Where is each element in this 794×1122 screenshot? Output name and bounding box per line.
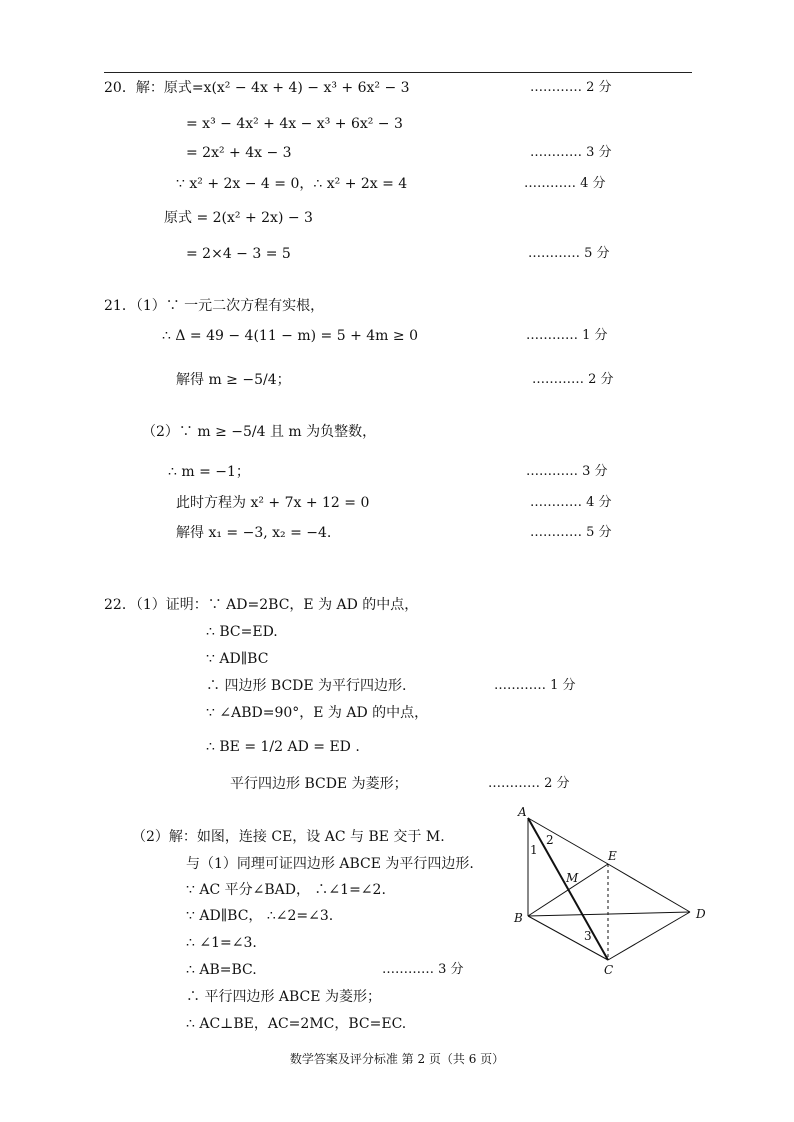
label-b: B xyxy=(514,911,523,925)
p20-line-3: = 2x² + 4x − 3 xyxy=(186,145,292,161)
score-p20-d: ………… 5 分 xyxy=(528,246,610,261)
label-c: C xyxy=(604,963,614,977)
segment-ac xyxy=(528,818,608,960)
segment-cd xyxy=(608,912,690,960)
score-p21-b: ………… 2 分 xyxy=(532,372,614,387)
p22-line-15: ∴ AC⊥BE，AC=2MC，BC=EC. xyxy=(186,1016,407,1032)
angle-3: 3 xyxy=(584,929,592,943)
p22-line-8: （2）解：如图，连接 CE，设 AC 与 BE 交于 M. xyxy=(132,829,445,845)
score-p21-e: ………… 5 分 xyxy=(530,525,612,540)
p20-line-6: = 2×4 − 3 = 5 xyxy=(186,246,291,262)
p20-line-1: 20．解：原式=x(x² − 4x + 4) − x³ + 6x² − 3 xyxy=(104,80,410,96)
score-p21-a: ………… 1 分 xyxy=(526,328,608,343)
rhombus-figure xyxy=(508,804,720,980)
p21-line-5: ∴ m = −1； xyxy=(168,464,250,480)
p22-line-13: ∴ AB=BC. xyxy=(186,962,257,978)
p22-line-10: ∵ AC 平分∠BAD， ∴∠1=∠2. xyxy=(186,882,386,898)
score-p21-c: ………… 3 分 xyxy=(526,464,608,479)
p22-line-14: ∴ 平行四边形 ABCE 为菱形； xyxy=(186,989,381,1005)
segment-bd xyxy=(528,912,690,916)
p21-line-2: ∴ Δ = 49 − 4(11 − m) = 5 + 4m ≥ 0 xyxy=(162,328,418,344)
angle-1: 1 xyxy=(530,843,538,857)
score-p20-c: ………… 4 分 xyxy=(524,176,606,191)
p22-line-1: 22．（1）证明：∵ AD=2BC，E 为 AD 的中点， xyxy=(104,597,419,613)
label-e: E xyxy=(608,849,617,863)
score-p21-d: ………… 4 分 xyxy=(530,495,612,510)
label-a: A xyxy=(518,805,527,819)
p22-line-6: ∴ BE = 1/2 AD = ED . xyxy=(206,739,360,755)
p21-line-4: （2）∵ m ≥ −5/4 且 m 为负整数， xyxy=(142,424,377,440)
p22-line-12: ∴ ∠1=∠3. xyxy=(186,935,257,951)
p22-line-11: ∵ AD∥BC， ∴∠2=∠3. xyxy=(186,908,334,924)
p22-line-2: ∴ BC=ED. xyxy=(206,624,278,640)
label-d: D xyxy=(696,907,706,921)
score-p22-a: ………… 1 分 xyxy=(494,678,576,693)
p21-line-7: 解得 x₁ = −3, x₂ = −4. xyxy=(176,525,332,541)
score-p22-b: ………… 2 分 xyxy=(488,776,570,791)
label-m: M xyxy=(566,871,579,885)
p21-line-3: 解得 m ≥ −5/4； xyxy=(176,372,291,388)
header-rule xyxy=(104,72,692,73)
p21-line-6: 此时方程为 x² + 7x + 12 = 0 xyxy=(176,495,370,511)
p22-line-9: 与（1）同理可证四边形 ABCE 为平行四边形. xyxy=(186,856,474,872)
score-p20-b: ………… 3 分 xyxy=(530,145,612,160)
p22-line-7: 平行四边形 BCDE 为菱形； xyxy=(230,776,408,792)
segment-ed xyxy=(608,864,690,912)
p22-line-5: ∵ ∠ABD=90°，E 为 AD 的中点， xyxy=(206,705,429,721)
page-footer: 数学答案及评分标准 第 2 页（共 6 页） xyxy=(289,1052,505,1066)
score-p22-c: ………… 3 分 xyxy=(382,962,464,977)
p22-line-4: ∴ 四边形 BCDE 为平行四边形. xyxy=(206,678,407,694)
p20-line-2: = x³ − 4x² + 4x − x³ + 6x² − 3 xyxy=(186,116,403,132)
angle-2: 2 xyxy=(546,833,554,847)
p22-line-3: ∵ AD∥BC xyxy=(206,651,269,667)
p20-line-4: ∵ x² + 2x − 4 = 0，∴ x² + 2x = 4 xyxy=(176,176,408,192)
p20-line-5: 原式 = 2(x² + 2x) − 3 xyxy=(164,210,313,226)
score-p20-a: ………… 2 分 xyxy=(530,80,612,95)
p21-line-1: 21．（1）∵ 一元二次方程有实根， xyxy=(104,298,325,314)
